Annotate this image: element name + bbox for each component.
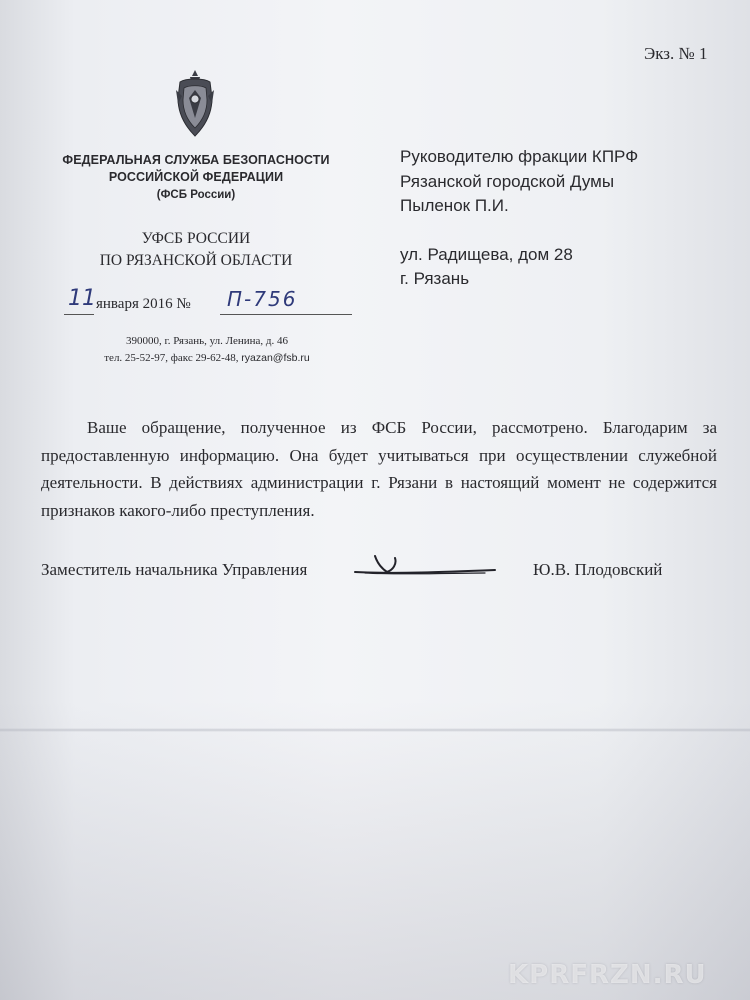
registration-line <box>64 286 354 318</box>
signatory-role: Заместитель начальника Управления <box>41 560 308 579</box>
addressee-line: Рязанской городской Думы <box>400 171 615 191</box>
sender-contacts <box>40 333 374 367</box>
office-line: ПО РЯЗАНСКОЙ ОБЛАСТИ <box>99 252 293 269</box>
sender-phone-fax: тел. 25-52-97, факс 29-62-48, <box>104 352 239 364</box>
number-underline <box>220 314 352 315</box>
regional-office <box>20 228 372 272</box>
addressee-line: Пыленок П.И. <box>400 196 509 215</box>
sender-header <box>20 152 372 204</box>
signatory-name: Ю.В. Плодовский <box>533 560 663 579</box>
sender-address: 390000, г. Рязань, ул. Ленина, д. 46 <box>125 335 289 347</box>
addressee-spacer <box>400 219 730 243</box>
agency-name-line: РОССИЙСКОЙ ФЕДЕРАЦИИ <box>108 170 284 184</box>
handwritten-signature <box>335 552 500 582</box>
addressee-address-line: ул. Радищева, дом 28 <box>400 244 573 264</box>
day-underline <box>64 314 94 315</box>
handwritten-day: 11 <box>68 286 96 311</box>
sender-email: ryazan@fsb.ru <box>241 352 310 364</box>
agency-name-line: ФЕДЕРАЛЬНАЯ СЛУЖБА БЕЗОПАСНОСТИ <box>62 153 330 167</box>
paper-fold <box>0 728 750 732</box>
site-watermark: KPRFRZN.RU <box>508 960 707 990</box>
agency-abbreviation: (ФСБ России) <box>156 189 236 201</box>
addressee-block <box>400 145 730 292</box>
sender-phone-line <box>40 350 374 367</box>
fsb-emblem-icon <box>172 68 218 140</box>
addressee-address-line: г. Рязань <box>400 269 470 288</box>
addressee-line: Руководителю фракции КПРФ <box>400 147 639 166</box>
printed-date: января 2016 № <box>96 296 191 312</box>
handwritten-reg-number: П-756 <box>227 287 298 311</box>
letter-body: Ваше обращение, полученное из ФСБ России, рассмотрено. Благодарим за предоставленную информацию. Она будет учитываться при осуществлении служебной деятельности. В действиях администрации г. Рязани в настоящий момент не содержится признаков какого-либо преступления. <box>41 418 717 520</box>
office-line: УФСБ РОССИИ <box>141 230 251 247</box>
copy-number: Экз. № 1 <box>644 44 708 63</box>
